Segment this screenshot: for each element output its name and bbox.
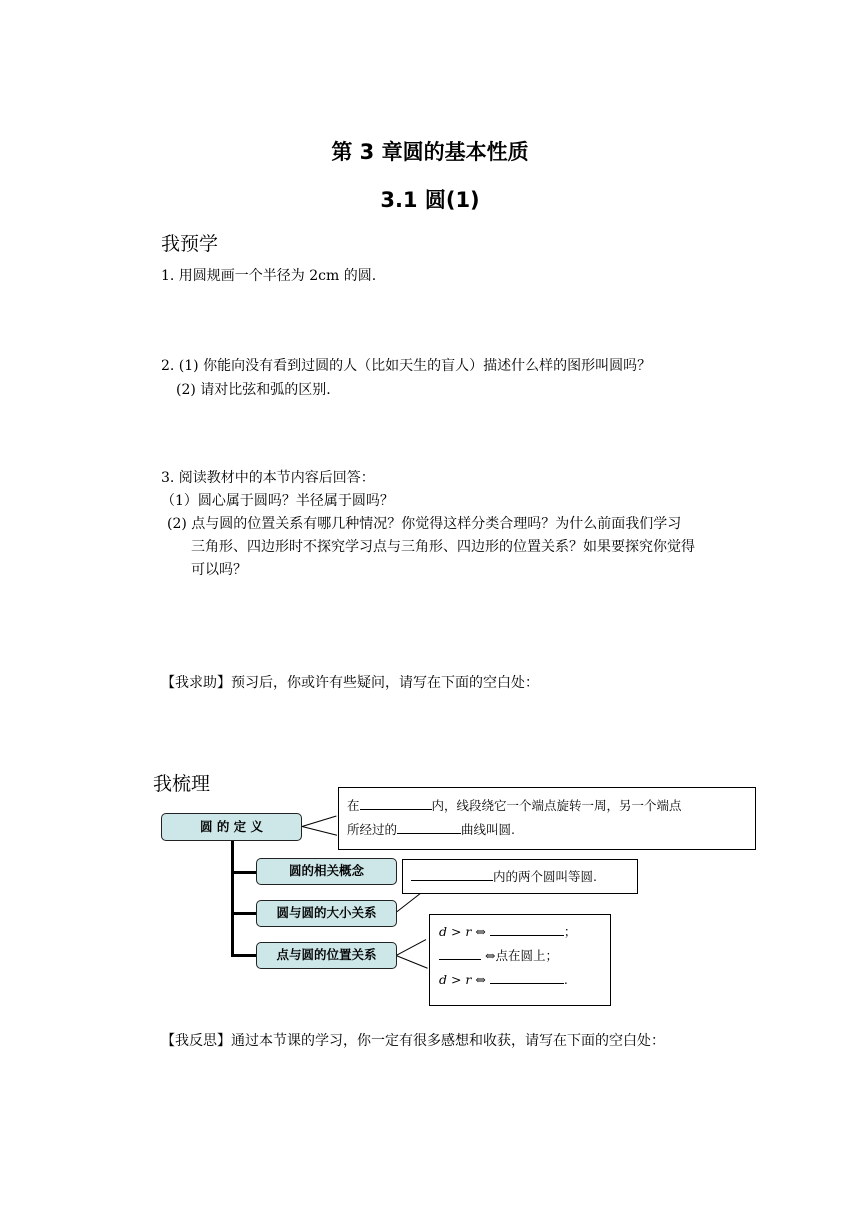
question-3-part-2-line-1: (2) 点与圆的位置关系有哪几种情况？你觉得这样分类合理吗？为什么前面我们学习 [167,516,682,532]
help-line [161,673,539,693]
definition-line2-pre: 所经过的 [347,822,398,837]
node-related-concepts: 圆的相关概念 [256,858,397,885]
equal-circles-box [402,859,638,894]
definition-mid: 内，线段绕它一个端点旋转一周，另一个端点 [431,798,682,813]
position-row-2 [439,944,610,968]
iff-symbol-2: ⇔ [484,948,496,963]
chapter-title: 第 3 章圆的基本性质 [331,140,529,164]
connector-definition-to-box [302,816,337,828]
tree-trunk [231,841,234,957]
position-row-1-end: ； [563,924,577,939]
definition-box [338,787,756,850]
iff-symbol-1: ⇔ [475,924,486,939]
position-row-2-text: 点在圆上； [495,948,558,963]
reflect-line [161,1031,665,1051]
position-blank-3[interactable] [490,969,564,984]
preview-heading: 我预学 [161,233,219,255]
question-3-part-2-line-2: 三角形、四边形时不探究学习点与三角形、四边形的位置关系？如果要探究你觉得 [191,539,695,555]
position-row-3 [439,968,610,992]
position-row-3-end: . [563,972,568,987]
reflect-tag: 【我反思】 [161,1033,231,1049]
position-row-1-condition: d > r [439,924,472,939]
equal-circles-text: 内的两个圆叫等圆. [493,869,597,884]
iff-symbol-3: ⇔ [475,972,486,987]
definition-pre: 在 [347,798,360,813]
question-3-part-1: （1）圆心属于圆吗？半径属于圆吗？ [161,493,394,509]
position-row-1 [439,920,610,944]
question-2-part-1: 2. (1) 你能向没有看到过圆的人（比如天生的盲人）描述什么样的图形叫圆吗？ [161,358,652,374]
branch-related [231,871,257,874]
connector-position-to-box [396,939,427,956]
node-circle-size-relation: 圆与圆的大小关系 [256,900,397,927]
help-tag: 【我求助】 [161,675,231,691]
summary-heading: 我梳理 [153,773,211,795]
position-row-3-condition: d > r [439,972,472,987]
equal-circles-blank[interactable] [411,866,493,881]
node-point-position-relation: 点与圆的位置关系 [256,942,397,969]
question-1: 1. 用圆规画一个半径为 2cm 的圆. [161,268,377,284]
node-circle-definition: 圆 的 定 义 [161,813,302,841]
question-3-part-2-line-3: 可以吗？ [191,562,247,578]
help-text: 预习后，你或许有些疑问，请写在下面的空白处： [231,675,539,691]
position-blank-1[interactable] [490,921,564,936]
position-blank-2[interactable] [439,945,481,960]
definition-blank-1[interactable] [360,795,432,810]
definition-blank-2[interactable] [397,819,461,834]
connector-position-to-box-lower [396,955,428,969]
question-2-part-2: (2) 请对比弦和弧的区别. [176,382,331,398]
question-3: 3. 阅读教材中的本节内容后回答： [161,470,375,486]
branch-position [231,954,257,957]
definition-line-1 [347,794,755,818]
definition-line2-post: 曲线叫圆. [461,822,515,837]
branch-size [231,912,257,915]
definition-line-2 [347,818,755,842]
section-title: 3.1 圆(1) [380,188,480,212]
position-relation-box [429,914,611,1006]
reflect-text: 通过本节课的学习，你一定有很多感想和收获，请写在下面的空白处： [231,1033,665,1049]
connector-definition-to-box-lower [302,826,337,836]
